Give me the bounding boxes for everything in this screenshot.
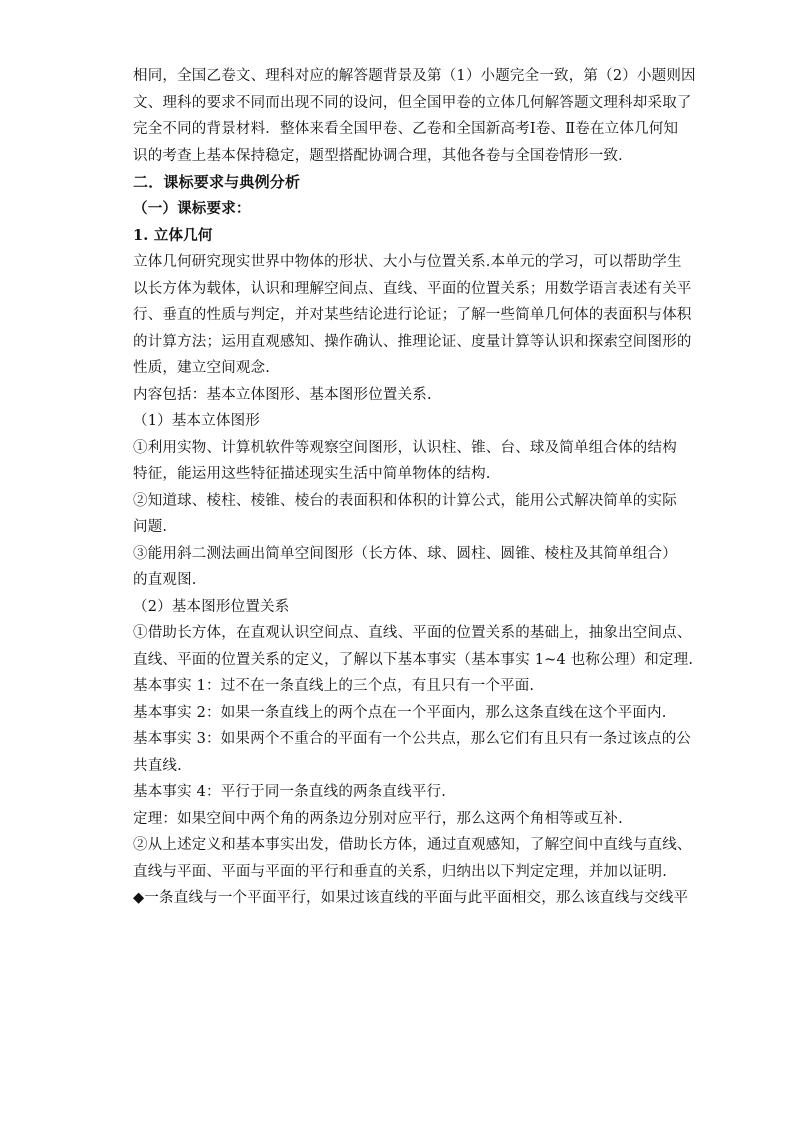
text-line: 以长方体为载体，认识和理解空间点、直线、平面的位置关系；用数学语言表述有关平 <box>133 280 692 297</box>
text-line: 基本事实 3：如果两个不重合的平面有一个公共点，那么它们有且只有一条过该点的公 <box>133 731 692 747</box>
text-line: 特征，能运用这些特征描述现实生活中简单物体的结构. <box>133 466 491 482</box>
text-line: （1）基本立体图形 <box>133 413 261 429</box>
text-line: 行、垂直的性质与判定，并对某些结论进行论证；了解一些简单几何体的表面积与体积 <box>133 307 692 323</box>
subsection-heading: （一）课标要求： <box>133 200 251 217</box>
text-line: 识的考查上基本保持稳定，题型搭配协调合理，其他各卷与全国卷情形一致． <box>133 147 633 164</box>
text-line: ①利用实物、计算机软件等观察空间图形，认识柱、锥、台、球及简单组合体的结构 <box>133 439 677 456</box>
text-line: ②从上述定义和基本事实出发，借助长方体，通过直观感知，了解空间中直线与直线、 <box>133 837 692 853</box>
text-line: 文、理科的要求不同而出现不同的设问，但全国甲卷的立体几何解答题文理科却采取了 <box>133 94 692 111</box>
text-line: ③能用斜二测法画出简单空间图形（长方体、球、圆柱、圆锥、棱柱及其简单组合） <box>133 545 677 562</box>
subsection-heading: 1. 立体几何 <box>133 226 213 244</box>
text-line: 问题. <box>133 519 168 535</box>
text-line: 的直观图. <box>133 572 197 588</box>
text-line: 定理：如果空间中两个角的两条边分别对应平行，那么这两个角相等或互补. <box>133 810 623 827</box>
text-line: 立体几何研究现实世界中物体的形状、大小与位置关系.本单元的学习，可以帮助学生 <box>133 254 682 270</box>
text-line: 内容包括：基本立体图形、基本图形位置关系. <box>133 386 432 403</box>
document-body <box>133 63 696 912</box>
text-line: ②知道球、棱柱、棱锥、棱台的表面积和体积的计算公式，能用公式解决简单的实际 <box>133 492 677 509</box>
text-line: 完全不同的背景材料．整体来看全国甲卷、乙卷和全国新高考Ⅰ卷、Ⅱ卷在立体几何知 <box>133 121 679 137</box>
text-line: 基本事实 4：平行于同一条直线的两条直线平行. <box>133 784 447 800</box>
text-line: 相同，全国乙卷文、理科对应的解答题背景及第（1）小题完全一致，第（2）小题则因 <box>133 68 696 84</box>
text-line: 基本事实 1：过不在一条直线上的三个点，有且只有一个平面. <box>133 678 535 694</box>
text-line: （2）基本图形位置关系 <box>133 598 290 615</box>
text-line: 直线与平面、平面与平面的平行和垂直的关系，归纳出以下判定定理，并加以证明. <box>133 863 668 880</box>
section-heading: 二．课标要求与典例分析 <box>133 173 301 191</box>
text-line: 直线、平面的位置关系的定义，了解以下基本事实（基本事实 1~4 也称公理）和定理. <box>133 651 694 668</box>
text-line: ①借助长方体，在直观认识空间点、直线、平面的位置关系的基础上，抽象出空间点、 <box>133 625 692 641</box>
text-line: 性质，建立空间观念. <box>133 360 271 376</box>
text-line: 的计算方法；运用直观感知、操作确认、推理论证、度量计算等认识和探索空间图形的 <box>133 333 692 350</box>
text-line: 共直线. <box>133 757 182 774</box>
text-line: 基本事实 2：如果一条直线上的两个点在一个平面内，那么这条直线在这个平面内. <box>133 704 667 721</box>
text-line: ◆一条直线与一个平面平行，如果过该直线的平面与此平面相交，那么该直线与交线平 <box>133 890 689 906</box>
